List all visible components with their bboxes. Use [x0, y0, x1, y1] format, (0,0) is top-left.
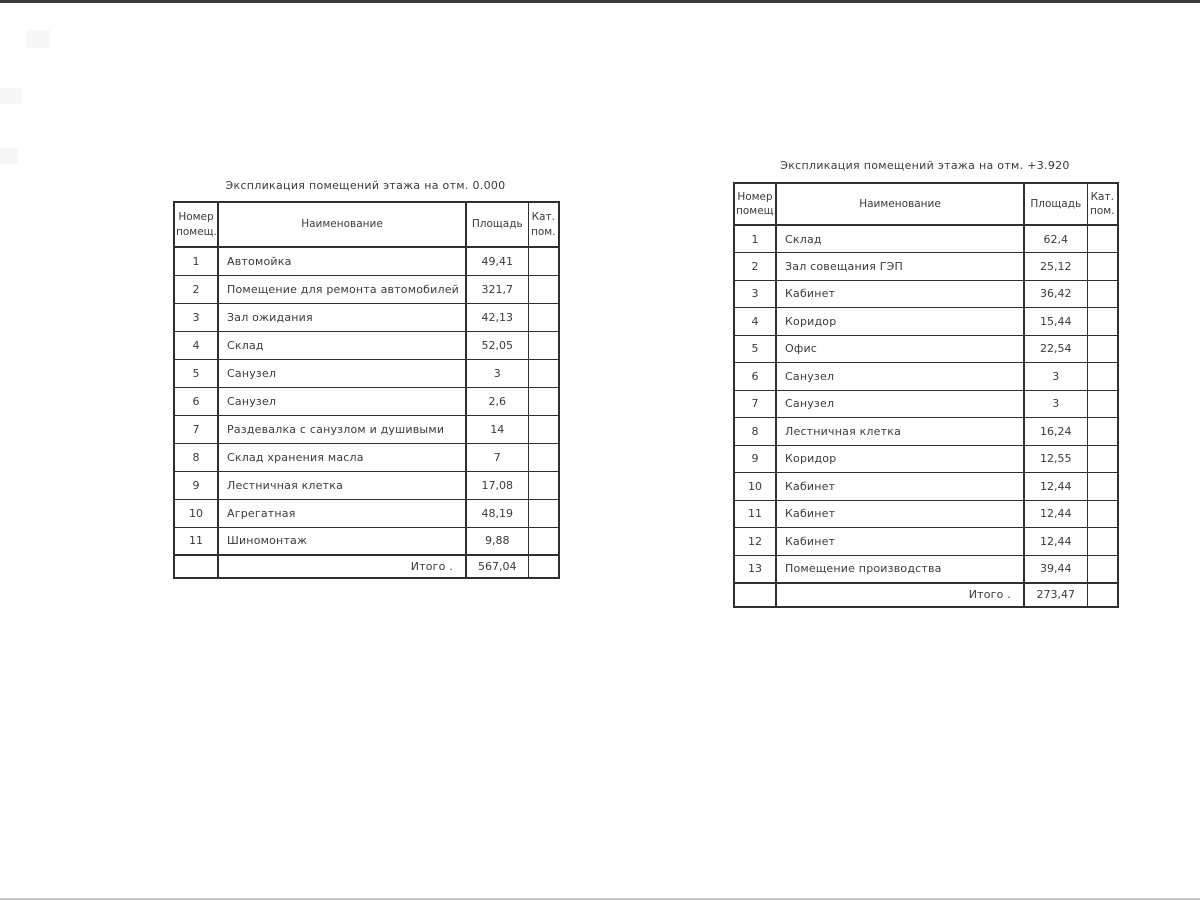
col-header-room-name: Наименование — [218, 202, 466, 247]
room-name: Автомойка — [218, 247, 466, 275]
room-area: 321,7 — [466, 275, 528, 303]
room-name: Лестничная клетка — [776, 418, 1024, 446]
header-row — [174, 202, 559, 247]
room-category — [1087, 500, 1118, 528]
room-name: Помещение производства — [776, 555, 1024, 583]
room-category — [528, 303, 559, 331]
scan-smudge — [0, 88, 22, 104]
col-header-room-number: Номер помещ. — [174, 202, 218, 247]
room-number: 5 — [174, 359, 218, 387]
room-number: 13 — [734, 555, 776, 583]
room-name: Санузел — [218, 359, 466, 387]
table-row — [734, 500, 1118, 528]
col-header-category: Кат. пом. — [528, 202, 559, 247]
room-category — [528, 443, 559, 471]
room-area: 22,54 — [1024, 335, 1087, 363]
total-area-value: 567,04 — [466, 555, 528, 578]
room-name: Санузел — [218, 387, 466, 415]
room-name: Коридор — [776, 308, 1024, 336]
table-row — [734, 225, 1118, 253]
table-row — [734, 280, 1118, 308]
total-label: Итого . — [776, 583, 1024, 607]
room-area: 17,08 — [466, 471, 528, 499]
room-name: Коридор — [776, 445, 1024, 473]
room-category — [1087, 418, 1118, 446]
table-row — [174, 247, 559, 275]
room-number: 2 — [174, 275, 218, 303]
room-area: 49,41 — [466, 247, 528, 275]
room-category — [1087, 280, 1118, 308]
room-area: 15,44 — [1024, 308, 1087, 336]
table-row — [734, 363, 1118, 391]
table-row — [174, 415, 559, 443]
explication-table-floor-3920 — [733, 182, 1119, 608]
room-category — [528, 387, 559, 415]
table-body — [174, 247, 559, 555]
explication-table-floor-0 — [173, 201, 560, 579]
table-row — [734, 555, 1118, 583]
table-row — [174, 303, 559, 331]
room-number: 4 — [734, 308, 776, 336]
room-name: Шиномонтаж — [218, 527, 466, 555]
room-category — [528, 359, 559, 387]
table-title-floor-0: Экспликация помещений этажа на отм. 0.000 — [225, 179, 506, 192]
room-number: 10 — [734, 473, 776, 501]
room-number: 3 — [734, 280, 776, 308]
room-area: 39,44 — [1024, 555, 1087, 583]
room-number: 7 — [734, 390, 776, 418]
room-category — [528, 275, 559, 303]
total-row — [174, 555, 559, 578]
total-empty-category-cell — [1087, 583, 1118, 607]
room-number: 2 — [734, 253, 776, 281]
room-name: Лестничная клетка — [218, 471, 466, 499]
room-number: 12 — [734, 528, 776, 556]
room-name: Санузел — [776, 363, 1024, 391]
room-category — [1087, 335, 1118, 363]
room-number: 10 — [174, 499, 218, 527]
room-name: Зал совещания ГЭП — [776, 253, 1024, 281]
room-category — [1087, 555, 1118, 583]
room-area: 2,6 — [466, 387, 528, 415]
room-area: 14 — [466, 415, 528, 443]
table-row — [174, 331, 559, 359]
room-area: 62,4 — [1024, 225, 1087, 253]
room-category — [528, 499, 559, 527]
room-category — [528, 331, 559, 359]
room-area: 16,24 — [1024, 418, 1087, 446]
room-area: 36,42 — [1024, 280, 1087, 308]
room-number: 3 — [174, 303, 218, 331]
room-area: 52,05 — [466, 331, 528, 359]
room-name: Кабинет — [776, 528, 1024, 556]
table-title-floor-3920: Экспликация помещений этажа на отм. +3.920 — [780, 159, 1070, 172]
room-number: 11 — [174, 527, 218, 555]
table-row — [174, 471, 559, 499]
room-area: 12,44 — [1024, 500, 1087, 528]
col-header-area: Площадь — [466, 202, 528, 247]
col-header-room-number: Номер помещ. — [734, 183, 776, 225]
room-category — [1087, 445, 1118, 473]
table-body — [734, 225, 1118, 583]
col-header-category: Кат. пом. — [1087, 183, 1118, 225]
room-area: 3 — [466, 359, 528, 387]
room-name: Склад — [776, 225, 1024, 253]
table-row — [174, 275, 559, 303]
scan-smudge — [26, 30, 50, 48]
total-label: Итого . — [218, 555, 466, 578]
room-name: Помещение для ремонта автомобилей — [218, 275, 466, 303]
room-name: Офис — [776, 335, 1024, 363]
room-name: Склад — [218, 331, 466, 359]
total-empty-category-cell — [528, 555, 559, 578]
room-area: 3 — [1024, 363, 1087, 391]
room-category — [1087, 308, 1118, 336]
table-row — [174, 443, 559, 471]
room-area: 25,12 — [1024, 253, 1087, 281]
room-category — [1087, 528, 1118, 556]
room-category — [1087, 363, 1118, 391]
room-number: 7 — [174, 415, 218, 443]
table-row — [734, 445, 1118, 473]
room-area: 12,44 — [1024, 528, 1087, 556]
room-category — [528, 471, 559, 499]
room-number: 9 — [734, 445, 776, 473]
room-area: 9,88 — [466, 527, 528, 555]
room-number: 6 — [174, 387, 218, 415]
table-row — [734, 528, 1118, 556]
table-row — [734, 335, 1118, 363]
col-header-room-name: Наименование — [776, 183, 1024, 225]
room-category — [1087, 253, 1118, 281]
table-row — [734, 253, 1118, 281]
room-number: 1 — [174, 247, 218, 275]
room-number: 5 — [734, 335, 776, 363]
room-category — [1087, 390, 1118, 418]
table-row — [174, 499, 559, 527]
room-name: Раздевалка с санузлом и душивыми — [218, 415, 466, 443]
total-empty-number-cell — [734, 583, 776, 607]
table-row — [734, 473, 1118, 501]
table-row — [734, 390, 1118, 418]
room-category — [1087, 225, 1118, 253]
room-area: 3 — [1024, 390, 1087, 418]
table-row — [174, 359, 559, 387]
table-row — [734, 308, 1118, 336]
page-top-edge — [0, 0, 1200, 3]
room-name: Зал ожидания — [218, 303, 466, 331]
room-name: Санузел — [776, 390, 1024, 418]
room-name: Кабинет — [776, 280, 1024, 308]
table-row — [174, 527, 559, 555]
room-number: 9 — [174, 471, 218, 499]
room-number: 8 — [174, 443, 218, 471]
col-header-area: Площадь — [1024, 183, 1087, 225]
room-name: Кабинет — [776, 500, 1024, 528]
room-name: Кабинет — [776, 473, 1024, 501]
room-category — [528, 415, 559, 443]
room-area: 48,19 — [466, 499, 528, 527]
room-category — [528, 527, 559, 555]
room-category — [528, 247, 559, 275]
scan-smudge — [0, 148, 18, 164]
room-category — [1087, 473, 1118, 501]
room-number: 1 — [734, 225, 776, 253]
room-area: 12,55 — [1024, 445, 1087, 473]
room-number: 6 — [734, 363, 776, 391]
room-area: 42,13 — [466, 303, 528, 331]
total-area-value: 273,47 — [1024, 583, 1087, 607]
room-name: Агрегатная — [218, 499, 466, 527]
total-empty-number-cell — [174, 555, 218, 578]
header-row — [734, 183, 1118, 225]
room-area: 12,44 — [1024, 473, 1087, 501]
room-number: 11 — [734, 500, 776, 528]
room-number: 4 — [174, 331, 218, 359]
total-row — [734, 583, 1118, 607]
room-number: 8 — [734, 418, 776, 446]
room-area: 7 — [466, 443, 528, 471]
table-row — [734, 418, 1118, 446]
room-name: Склад хранения масла — [218, 443, 466, 471]
table-row — [174, 387, 559, 415]
